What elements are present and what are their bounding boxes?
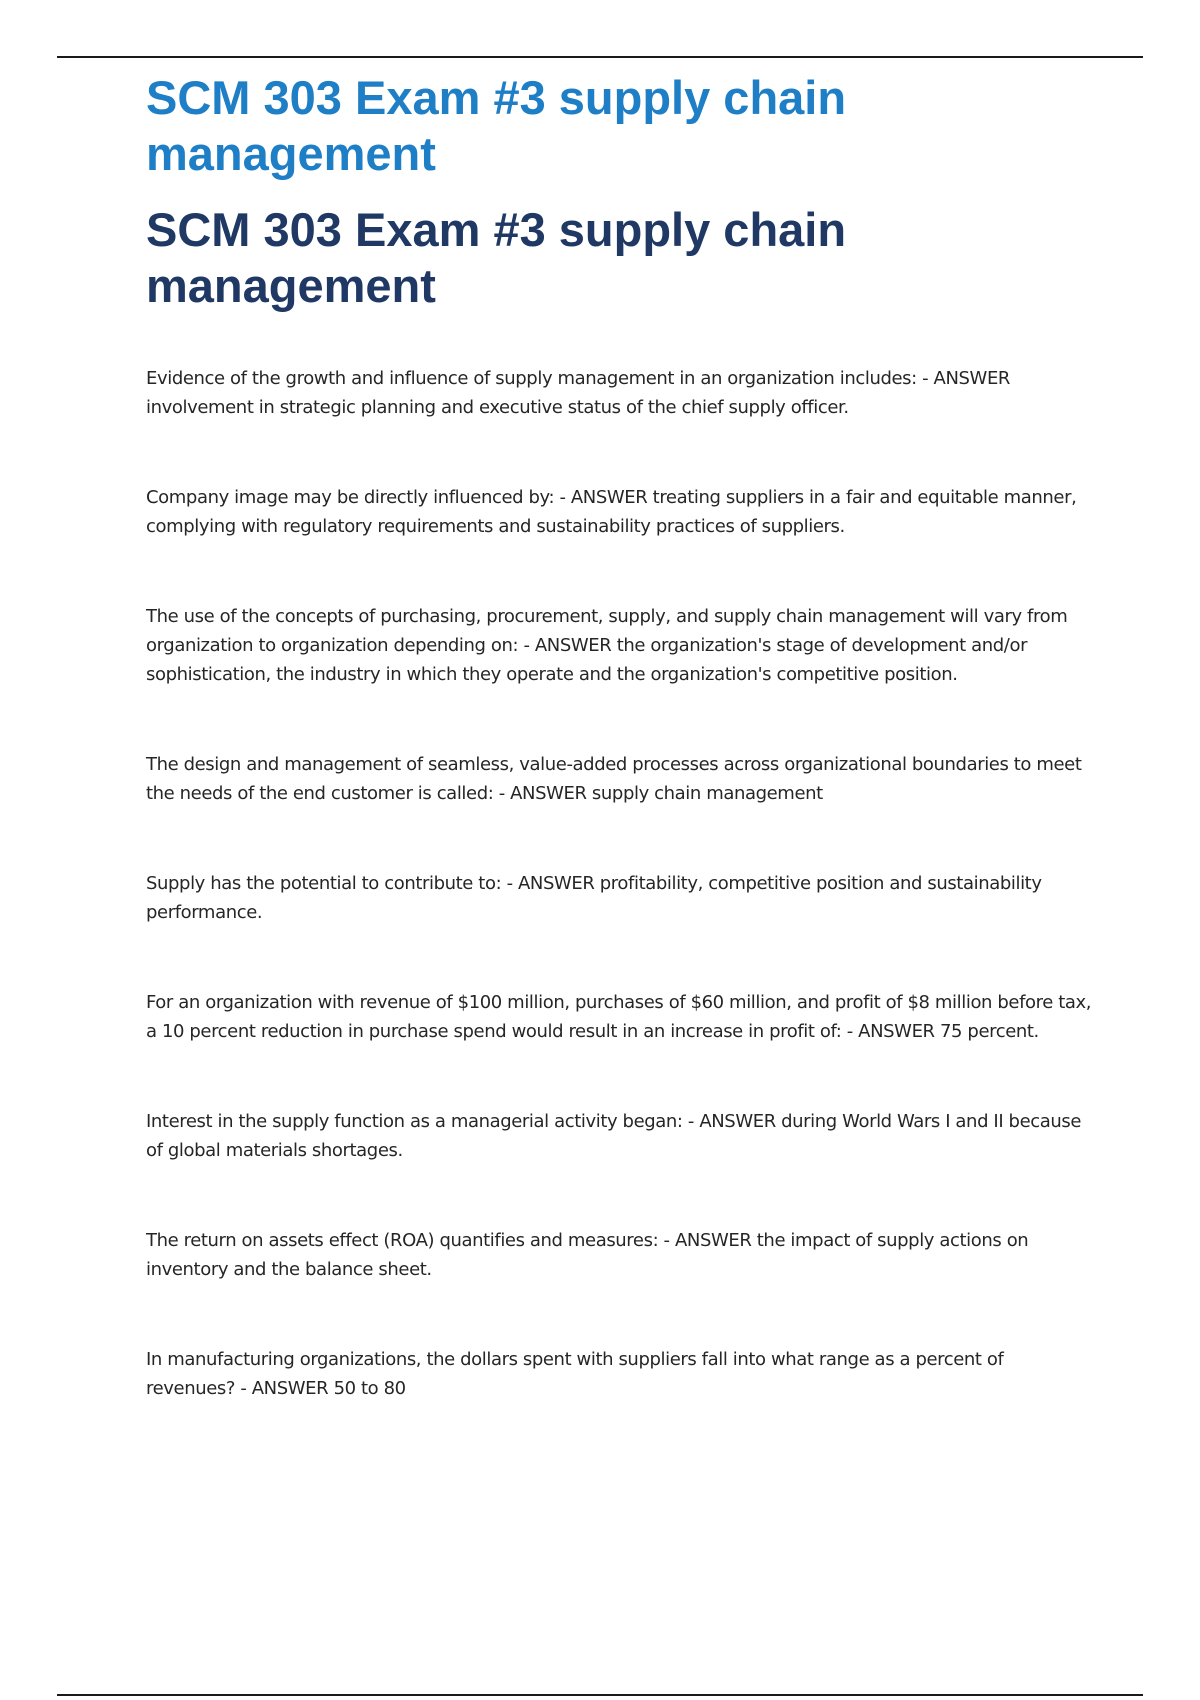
bottom-rule <box>57 1694 1143 1696</box>
page-title: SCM 303 Exam #3 supply chain management <box>146 71 847 180</box>
qa-item: Company image may be directly influenced by: - ANSWER treating suppliers in a fair and equitable manner, complying with regulatory requirements and sustainability practices of suppliers. <box>146 487 1077 537</box>
document-body <box>146 70 1096 1403</box>
qa-list <box>146 364 1096 1403</box>
qa-item: For an organization with revenue of $100 million, purchases of $60 million, and profit of $8 million before tax, a 10 percent reduction in purchase spend would result in an increase in profit of: - ANSWER 75 percent. <box>146 992 1092 1042</box>
qa-item: The return on assets effect (ROA) quantifies and measures: - ANSWER the impact of supply actions on inventory and the balance sheet. <box>146 1230 1029 1280</box>
qa-item: Evidence of the growth and influence of supply management in an organization includes: - ANSWER involvement in strategic planning and executive status of the chief supply officer. <box>146 368 1011 418</box>
top-rule <box>57 56 1143 58</box>
page-subtitle: SCM 303 Exam #3 supply chain management <box>146 203 847 312</box>
qa-item: The use of the concepts of purchasing, procurement, supply, and supply chain management will vary from organization to organization depending on: - ANSWER the organization's stage of development and/or sophistication, the industry in which they operate and the organization's competitive position. <box>146 606 1068 685</box>
qa-item: Interest in the supply function as a managerial activity began: - ANSWER during World Wars I and II because of global materials shortages. <box>146 1111 1082 1161</box>
qa-item: In manufacturing organizations, the dollars spent with suppliers fall into what range as a percent of revenues? - ANSWER 50 to 80 <box>146 1349 1004 1399</box>
qa-item: The design and management of seamless, value-added processes across organizational boundaries to meet the needs of the end customer is called: - ANSWER supply chain management <box>146 754 1082 804</box>
qa-item: Supply has the potential to contribute to: - ANSWER profitability, competitive position and sustainability performance. <box>146 873 1042 923</box>
